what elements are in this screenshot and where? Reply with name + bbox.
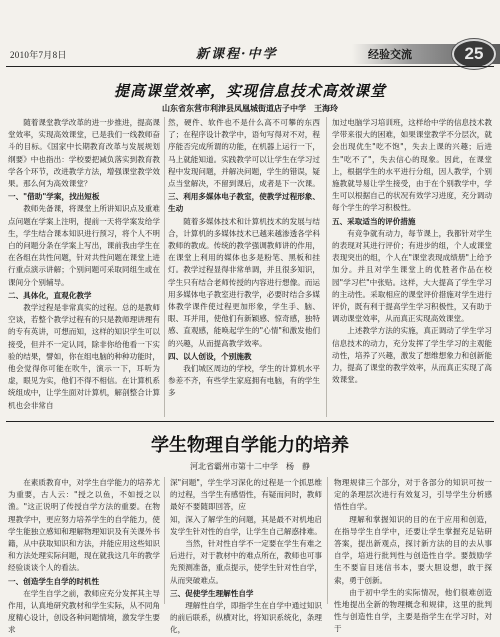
issue-date: 2010年7月8日 (10, 50, 67, 60)
paragraph: 随着多媒体技术和计算机技术的发展与结合，计算机的多媒体技术已越来越渗透各学科教师的教成。传统的教学强调教师讲的作用，在课堂上利用的媒体也多是粉笔、黑板和挂灯。教学过程显得非常单调，并且很多知识，学生只有结合老师传授的内容进行想像。而运用多媒体电子教室进行教学，必要时结合多媒体教学课件使过程更加形象，学生手、脑、眼、耳并用，使他们有新颖感、惊奇感，独特感、直观感，能唤起学生的"心情"和激发他们的兴趣，从而提高教学效率。 (168, 216, 320, 348)
article1-title: 提高课堂效率，实现信息技术高效课堂 (113, 82, 386, 100)
section-heading: 一、创造学生自学的时机性 (8, 576, 100, 586)
paragraph: 当然，针对性自学不一定要在学生有难之后进行，对于教材中的难点所在，教师也可事先预测准备，重点提示，使学生针对性自学，从而突破难点。 (170, 539, 322, 585)
article2-title: 学生物理自学能力的培养 (151, 435, 349, 456)
section-heading: 三、利用多媒体电子教室，使教学过程形象、生动 (168, 192, 320, 214)
article2-column-2 (170, 477, 322, 635)
paragraph: 深"问题"，学生学习深化的过程是一个抓思维的过程，当学生有感悟性，有疑而问时，教师最好不要随即回答，应 (170, 478, 322, 512)
section-heading: 三、促使学生理解性自学 (170, 588, 254, 598)
paragraph: 在学生自学之前，教师应充分发挥其主导作用，认真地研究教材和学生实际，从不同角度精心设计，创设各种问题情境，激发学生要求 (8, 588, 160, 635)
section-heading: 四、以人创设，个别施教 (168, 351, 252, 361)
paragraph: 我们城区周边的学校，学生的计算机水平参差不齐，有些学生家庭拥有电脑，有的学生多 (168, 364, 320, 398)
paragraph: 教学过程是非常真实的过程。总的是教师空谈，若整个教学过程有的只是教师理讲理有的专有英讲，可想而知，这样的知识学生可以接受，但并不一定认同，除非你给他看一下实验的结果，譬如，你在组电脑的种种功能时，他会觉得你可能在吹牛，演示一下，耳听为虚，眼见为实，他们不得不相信。在计算机系统组成中，让学生面对计算机，解剖整合计算机也会非常自 (8, 303, 160, 410)
section-heading: 五、采取适当的评价措施 (332, 216, 416, 226)
column-divider (164, 117, 165, 417)
paragraph: 物理规律三个部分，对于各部分的知识可按一定的条理层次进行有效复习，引导学生分析感悟性自学。 (334, 478, 492, 512)
paragraph: 上述教学方法的实施，真正调动了学生学习信息技术的动力，充分发挥了学生学习的主观能动性，培养了兴趣，激发了想维想象力和创新能力，提高了课堂的教学效率，从而真正实现了高效课堂。 (332, 326, 492, 385)
article1-column-3 (332, 117, 492, 419)
paragraph: 理解和掌握知识的目的在于应用和创造，在指导学生自学中，还要让学生掌握充足钻研答案，提出新观点，探讨新方法的目的去从事自学，培进行批判性与创造性自学。要鼓励学生不要盲目迷信书本，要大胆设想，敢于探索，勇于创新。 (334, 514, 492, 585)
paragraph: 随着课堂教学改革的进一步推进，提高课堂效率，实现高效课堂，已是我们一线教师奋斗的目标。《国家中长期教育改革与发展规划纲要》中也指出：学校要把减负落实到教育教学各个环节，改进教学方法，增强课堂教学效果。那么何为高效课堂？ (8, 118, 160, 189)
article1-column-1 (8, 117, 160, 419)
section-heading: 二、具体化，直观化教学 (8, 290, 92, 300)
article2-column-3 (334, 477, 492, 634)
paragraph: 加过电脑学习培训班，这样给中学的信息技术教学带来很大的困难，如果课堂教学不分层次，就会出现优生"吃不饱"，失去上课的兴趣；后进生"吃不了"，失去信心的现象。因此，在课堂上，根据学生的水平进行分组，因人教学，个别施教就导易让学生接受，由于在个别教学中，学生可以根据自己的状况有效学习进度，充分调动每个学生的学习积极性。 (332, 118, 492, 213)
paragraph: 知，深入了解学生的问题，其是最不对机地启发学生针对性的自学，让学生自己解惑排难。 (170, 514, 322, 536)
column-divider (326, 117, 327, 417)
section-heading: 一、"借助"学案，找出短板 (8, 192, 100, 202)
section-label: 经验交流 (368, 48, 412, 61)
paragraph: 由于初中学生的实际情况，他们很难创造性地提出全新的物理概念和规律，这里的批判性与创造性自学，主要是指学生在学习时，对于 (334, 587, 492, 634)
header-rule (6, 66, 494, 67)
paragraph: 理解性自学，即指学生在自学中通过知识的前后联系，纵横对比，将知识系统化，条理化， (170, 601, 322, 635)
paragraph: 然，硬件、软件也不是什么高不可攀的东西了；在程序设计教学中，语句写得对不对，程序能否完成所谓的功能，在机器上运行一下，马上就能知道。实践教学可以让学生在学习过程中发现问题，并解决问题，学生的错误，疑点当堂解决，不留到课后，成者是下一次课。 (168, 118, 320, 189)
journal-title: 新课程·中学 (196, 47, 278, 62)
paragraph: 有竞争就有动力，每节课上，我都针对学生的表现对其进行评价；有进步的组，个人或课堂表现突出的组，个人在"课堂表现成绩册"上给予加分。并且对学生课堂上的优胜者作品在校园"学习栏"中张贴。这样，大大提高了学生学习的主动性。采取相应的课堂评价措施对学生进行评价，既有利于提高学生学习积极性，又有助于调动课堂效率，从而真正实现高效课堂。 (332, 228, 492, 324)
article1-column-2 (168, 117, 320, 419)
column-divider (327, 477, 328, 604)
column-divider (164, 477, 165, 604)
article-separator (6, 421, 494, 422)
page-number-badge: 25 (452, 39, 496, 69)
paragraph: 教师先备课，将课堂上所讲知识点及重难点问题在学案上注明，提前一天将学案发给学生，学生结合课本知识进行预习，将个人不明白的问题分条在学案上写出，课前我由学生在在各组在共性问题，针对共性问题在课堂上进行重点演示讲解；个别问题可采取同组生或在课间分个别辅导。 (8, 204, 160, 287)
paragraph: 在素质教育中，对学生自学能力的培养尤为重要，古人云："授之以鱼，不如授之以渔。"这正说明了传授自学方法的重要。在物理教学中，更应努力培养学生的自学能力，使学生能独立感知和理解物理知识及有关课外书籍，从中获取知识和方法，并能应用这些知识和方法处理实际问题，现在就我这几年的教学经验谈谈个人的看法。 (8, 478, 160, 573)
article2-author: 河北省霸州市第十二中学 杨 静 (190, 462, 310, 471)
article2-column-1 (8, 477, 160, 635)
article1-author: 山东省东营市利津县凤凰城街道店子中学 王海玲 (162, 104, 338, 113)
